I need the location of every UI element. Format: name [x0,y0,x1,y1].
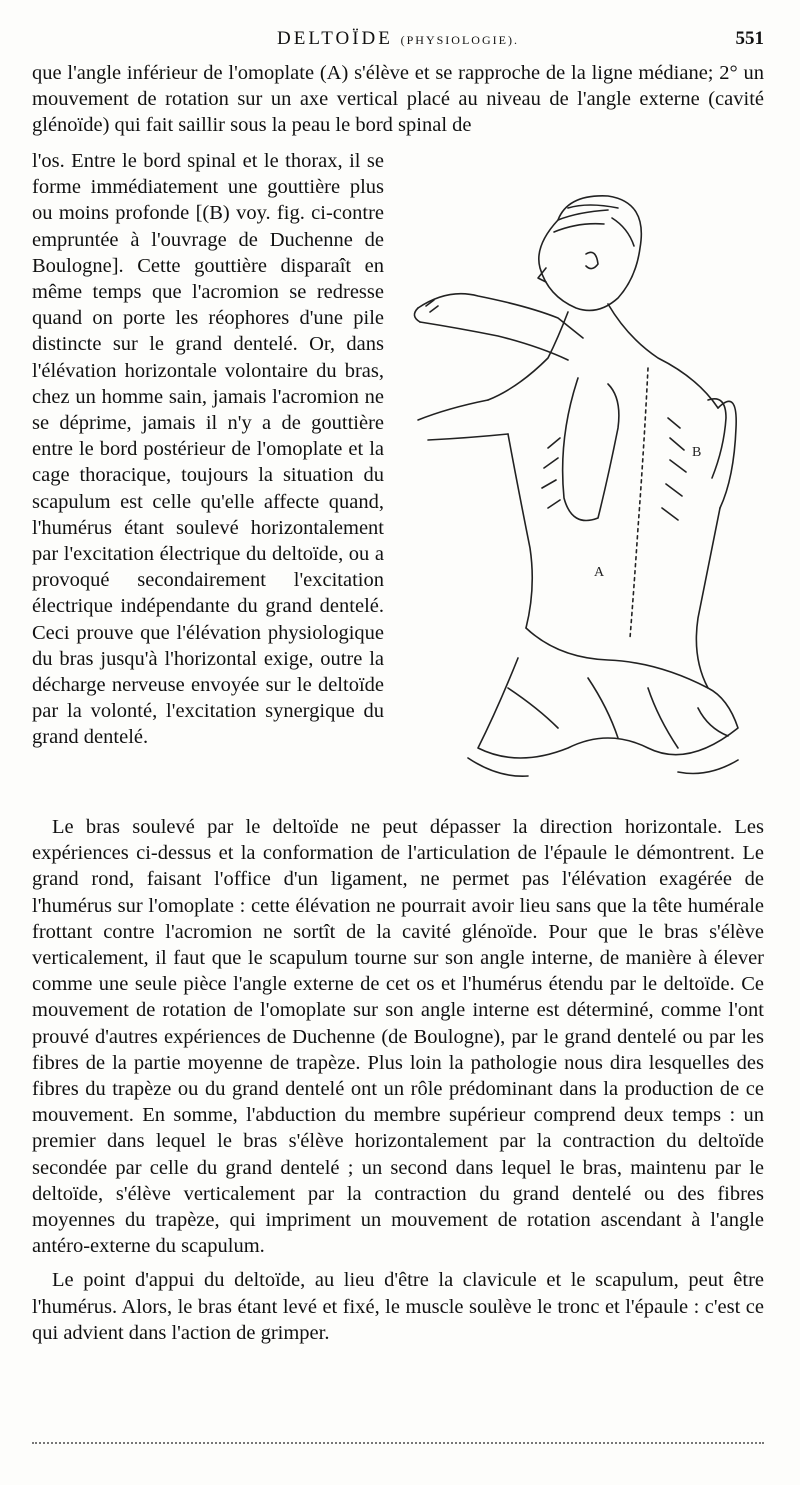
anatomical-figure [408,188,768,788]
running-title [32,28,764,50]
running-title-subtitle: (PHYSIOLOGIE). [400,33,519,47]
main-text [32,814,764,1354]
intro-paragraph: que l'angle inférieur de l'omoplate (A) s'élève et se rapproche de la ligne médiane; 2° un mouvement de rotation sur un axe vertical placé au niveau de l'angle externe (cavité glénoïde) qui fait saillir sous la peau le bord spinal de [32,62,764,137]
paragraph-bras-souleve: Le bras soulevé par le deltoïde ne peut dépasser la direction horizontale. Les expériences ci-dessus et la conformation de l'articulation de l'épaule le démontrent. Le grand rond, faisant l'office d'un ligament, ne permet pas l'élévation exagérée de l'humérus sur l'omoplate : cette élévation ne pourrait avoir lieu sans que la tête humérale frottant contre l'acromion ne sortît de la cavité glénoïde. Pour que le bras s'élève verticalement, il faut que le scapulum tourne sur son angle interne, de manière à élever comme une seule pièce l'angle externe de cet os et l'humérus étendu par le deltoïde. Ce mouvement de rotation de l'omoplate sur son angle interne est déterminé, comme l'ont prouvé d'autres expériences de Duchenne (de Boulogne), par le grand dentelé ou par les fibres de la partie moyenne de trapèze. Plus loin la pathologie nous dira lesquelles des fibres du trapèze ou du grand dentelé ont un rôle prédominant dans la production de ce mouvement. En somme, l'abduction du membre supérieur comprend deux temps : un premier dans lequel le bras s'élève horizontalement par la contraction du deltoïde secondée par celle du grand dentelé ; un second dans lequel le bras, maintenu par le deltoïde, s'élève verticalement par la contraction du grand dentelé ou des fibres moyennes du trapèze, qui impriment un mouvement de rotation ascendant à l'angle antéro-externe du scapulum. [32,816,764,1258]
wrapped-paragraph: l'os. Entre le bord spinal et le thorax, il se forme immédiatement une gouttière plus ou moins profonde [(B) voy. fig. ci-contre empruntée à l'ouvrage de Duchenne de Boulogne]. Cette gouttière disparaît en même temps que l'acromion se redresse quand on porte les réophores d'une pile distincte sur le grand dentelé. Or, dans l'élévation horizontale volontaire du bras, chez un homme sain, jamais l'acromion ne se déprime, jamais il n'y a de gouttière entre le bord postérieur de l'omoplate et la cage thoracique, toujours la situation du scapulum est celle qu'elle affecte quand, l'humérus étant soulevé horizontalement par l'excitation électrique du deltoïde, ou a provoqué secondairement l'excitation électrique indépendante du grand dentelé. Ceci prouve que l'élévation physiologique du bras jusqu'à l'horizontal exige, outre la décharge nerveuse envoyée sur le deltoïde par la volonté, l'excitation synergique du grand dentelé. [32,150,384,749]
page-number: 551 [735,28,764,49]
figure-label-b: B [692,445,702,460]
paragraph-point-appui: Le point d'appui du deltoïde, au lieu d'être la clavicule et le scapulum, peut être l'humérus. Alors, le bras étant levé et fixé, le muscle soulève le tronc et l'épaule : c'est ce qui advient dans l'action de grimper. [32,1269,764,1344]
running-title-main: DELTOÏDE [277,28,393,49]
figure-label-a: A [594,565,605,580]
back-illustration [408,188,768,788]
page-header [32,28,764,58]
footer-dotted-rule [32,1442,764,1444]
